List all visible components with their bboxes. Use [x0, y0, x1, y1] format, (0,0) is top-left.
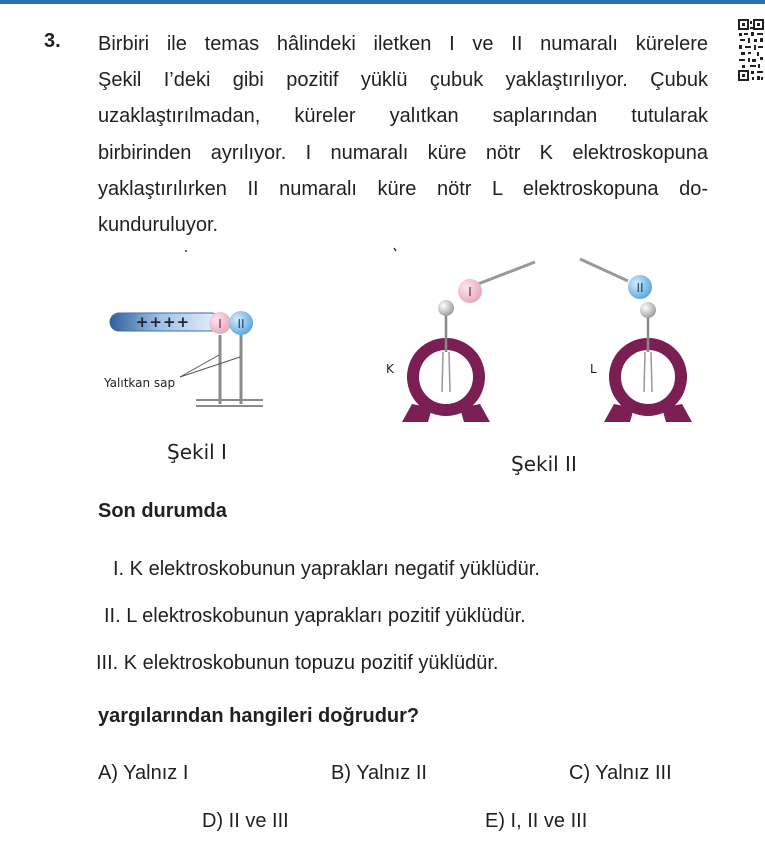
stem-line: Birbiri ile temas hâlindeki iletken I ve II numaralı kürelere — [98, 33, 708, 55]
rod-charges: ++++ — [135, 313, 191, 331]
choice-a[interactable]: A) Yalnız I — [98, 762, 189, 784]
electroscope-l-knob — [640, 302, 656, 318]
figure-drawings — [0, 240, 765, 430]
choice-d[interactable]: D) II ve III — [202, 810, 289, 832]
figure-1-caption: Şekil I — [167, 440, 227, 464]
stem-line: kunduruluyor. — [98, 214, 219, 237]
question-prompt: yargılarından hangileri doğrudur? — [98, 705, 420, 727]
stem-line: Şekil I’deki gibi pozitif yüklü çubuk yaklaştırılıyor. Çubuk — [98, 69, 708, 92]
statement-iii: III. K elektroskobunun topuzu pozitif yüklüdür. — [96, 652, 499, 674]
sphere-2-label: II — [636, 281, 644, 295]
choice-e[interactable]: E) I, II ve III — [485, 810, 588, 832]
electroscope-k-knob — [438, 300, 454, 316]
electroscope-l — [590, 302, 692, 422]
sphere-1-label: I — [468, 285, 472, 299]
figure-1 — [103, 311, 263, 406]
choice-c[interactable]: C) Yalnız III — [569, 762, 672, 784]
electroscope-k-label: K — [386, 362, 394, 376]
question-number: 3. — [44, 30, 61, 52]
sphere-2-label: II — [237, 317, 245, 331]
stem-line: birbirinden ayrılıyor. I numaralı küre nötr K elektroskopuna — [98, 141, 708, 164]
statement-ii: II. L elektroskobunun yaprakları pozitif yüklüdür. — [104, 605, 526, 627]
electroscope-l-label: L — [590, 362, 597, 376]
top-accent-bar — [0, 0, 765, 4]
figure-2 — [386, 259, 692, 422]
choice-b[interactable]: B) Yalnız II — [331, 762, 427, 784]
question-stem — [98, 26, 708, 243]
charged-rod — [110, 313, 220, 331]
stem-line: uzaklaştırılmadan, küreler yalıtkan saplarından tutularak — [98, 105, 708, 128]
subheading: Son durumda — [98, 500, 227, 522]
insulating-stand-label: Yalıtkan sap — [104, 376, 176, 390]
qr-code-icon — [738, 19, 764, 81]
figure-2-caption: Şekil II — [511, 452, 577, 476]
sphere-1-label: I — [218, 317, 222, 331]
stem-line: yaklaştırılırken II numaralı küre nötr L elektroskopuna do- — [98, 177, 708, 200]
statement-i: I. K elektroskobunun yaprakları negatif yüklüdür. — [113, 558, 540, 580]
electroscope-k — [386, 300, 490, 422]
